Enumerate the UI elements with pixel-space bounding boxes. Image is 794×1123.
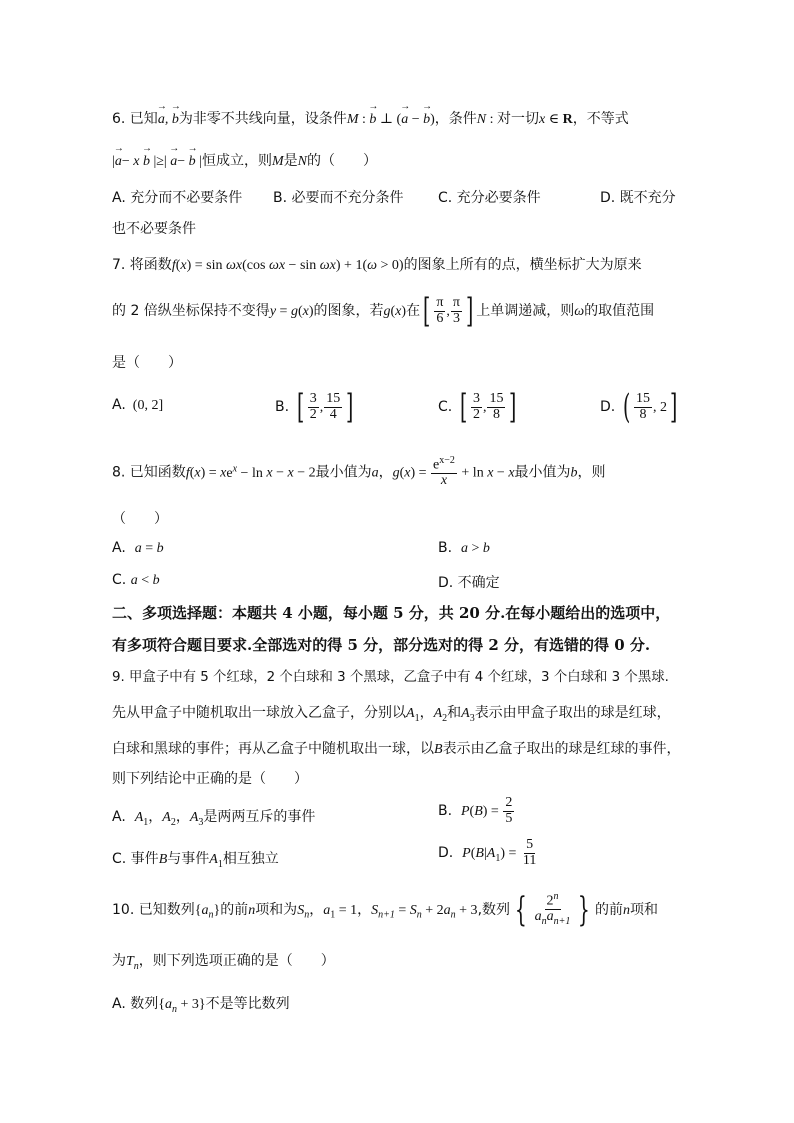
q9-text: 白球和黑球的事件；再从乙盒子中随机取出一球，以: [112, 741, 434, 757]
q10-line2: 为$T_n$，则下列选项正确的是（ ）: [112, 953, 335, 972]
q6-text: 6. 已知: [112, 111, 158, 127]
q7-text: 7. 将函数: [112, 257, 172, 273]
q8-line1: 8. 已知函数$f(x) = xe^x - \ln x - x - 2$最小值为a，g(x) = $\frac{e^{x-2}}{x}$ + ln x − x最小值为b，则: [112, 455, 606, 489]
q8-text: ，则: [577, 464, 606, 481]
q9-option-a: A. $A_1$，$A_2$，$A_3$是两两互斥的事件: [112, 809, 316, 828]
q10-text: 10. 已知数列: [112, 901, 195, 918]
q10-text: ，则下列选项正确的是（ ）: [138, 953, 335, 969]
q7-text: 的图象，若: [313, 303, 384, 319]
q7-text: 的取值范围: [584, 303, 655, 319]
q7-option-c: C. [ $\frac{3}{2}$ , $\frac{15}{8}$ ]: [438, 387, 517, 427]
q7-line2: 的 2 倍纵坐标保持不变得y = g(x)的图象，若g(x)在[ $\frac{\pi}{6}$ , $\frac{\pi}{3}$ ] 上单调递减，则ω的取值范围: [112, 291, 655, 331]
q9-option-d: D. $P(B|A_1)$ = $\frac{5}{11}$: [438, 837, 537, 868]
q8-option-a: A. a = b: [112, 540, 164, 556]
q10-text: ,数列: [477, 901, 511, 918]
q6-option-d-cont: 也不必要条件: [112, 221, 196, 237]
q9-line3: 白球和黑球的事件；再从乙盒子中随机取出一球，以B表示由乙盒子取出的球是红球的事件，: [112, 741, 681, 757]
q6-text: 恒成立，则: [201, 153, 272, 169]
q9-text: 先从甲盒子中随机取出一球放入乙盒子，分别以: [112, 705, 406, 721]
q7-option-b: B. [ $\frac{3}{2}$ , $\frac{15}{4}$ ]: [275, 387, 354, 427]
q10-option-a: A. 数列$\{a_n + 3\}$不是等比数列: [112, 996, 290, 1015]
q6-text: 为非零不共线向量，设条件: [178, 111, 347, 127]
q10-text: 项和: [630, 901, 659, 918]
q7-option-d: D. ( $\frac{15}{8}$ , 2]: [600, 387, 678, 427]
q8-text: 最小值为: [315, 464, 372, 481]
q10-text: 项和为: [255, 901, 298, 918]
q9-text: 和: [447, 705, 462, 721]
q10-text: 的前: [595, 901, 624, 918]
q10-line1: 10. 已知数列$\{a_n\}$的前n项和为$S_n$，$a_1 = 1$，$S_{n+1} = S_n + 2a_n + 3$,数列 { $\frac{2^n}{a_na_{n+1}}$ } 的前n项和: [112, 889, 659, 930]
q6-text: 是: [283, 153, 298, 169]
q6-option-d: D. 既不充分: [600, 190, 676, 206]
q9-option-b: B. P(B) = $\frac{2}{5}$: [438, 795, 513, 826]
q7-text: 在: [406, 303, 421, 319]
q7-line1: 7. 将函数f(x) = sin ωx(cos ωx − sin ωx) + 1(ω > 0)的图象上所有的点，横坐标扩大为原来: [112, 257, 642, 273]
q7-text: 上单调递减，则: [476, 303, 575, 319]
section-heading-line2: 有多项符合题目要求.全部选对的得 5 分，部分选对的得 2 分，有选错的得 0 分.: [112, 636, 651, 654]
q9-text: 表示由甲盒子取出的球是红球，: [474, 705, 671, 721]
q8-text: ，: [378, 464, 393, 481]
q9-line1: 9. 甲盒子中有 5 个红球，2 个白球和 3 个黑球，乙盒子中有 4 个红球，3 个白球和 3 个黑球.: [112, 670, 669, 685]
q6-text: 的（ ）: [306, 153, 377, 169]
q9-line4: 则下列结论中正确的是（ ）: [112, 771, 308, 787]
q8-text: 8. 已知函数: [112, 464, 186, 481]
q10-text: 的前: [220, 901, 249, 918]
q6-option-a: A. 充分而不必要条件: [112, 190, 243, 206]
q7-line3: 是（ ）: [112, 355, 182, 371]
q8-line2: （ ）: [112, 511, 168, 527]
q9-line2: 先从甲盒子中随机取出一球放入乙盒子，分别以$A_1$，$A_2$和$A_3$表示由甲盒子取出的球是红球，: [112, 705, 671, 724]
q8-option-d: D. 不确定: [438, 575, 500, 591]
q6-line1: 6. 已知→ a, → b为非零不共线向量，设条件M : → b ⊥ (→ a − → b)，条件N : 对一切x ∈ R，不等式: [112, 108, 629, 128]
q8-option-c: C. a < b: [112, 572, 160, 588]
section-heading-line1: 二、多项选择题：本题共 4 小题，每小题 5 分，共 20 分.在每小题给出的选项中，: [112, 604, 671, 622]
q9-text: 表示由乙盒子取出的球是红球的事件，: [442, 741, 681, 757]
q6-option-c: C. 充分必要条件: [438, 190, 541, 206]
q9-option-c: C. 事件B与事件$A_1$相互独立: [112, 851, 279, 870]
q8-option-b: B. a > b: [438, 540, 490, 556]
q6-text: ，条件: [434, 111, 477, 127]
q6-line2: |→ a− x → b |≥| → a− → b |恒成立，则M是N的（ ）: [112, 150, 377, 170]
q10-text: 为: [112, 953, 126, 969]
q6-option-b: B. 必要而不充分条件: [273, 190, 404, 206]
q6-text: 对一切: [497, 111, 540, 127]
q8-text: 最小值为: [514, 464, 571, 481]
q7-text: 的 2 倍纵坐标保持不变得: [112, 303, 270, 319]
q7-text: 的图象上所有的点，横坐标扩大为原来: [403, 257, 642, 273]
q6-text: ，不等式: [572, 111, 629, 127]
q7-option-a: A. (0, 2]: [112, 397, 164, 413]
